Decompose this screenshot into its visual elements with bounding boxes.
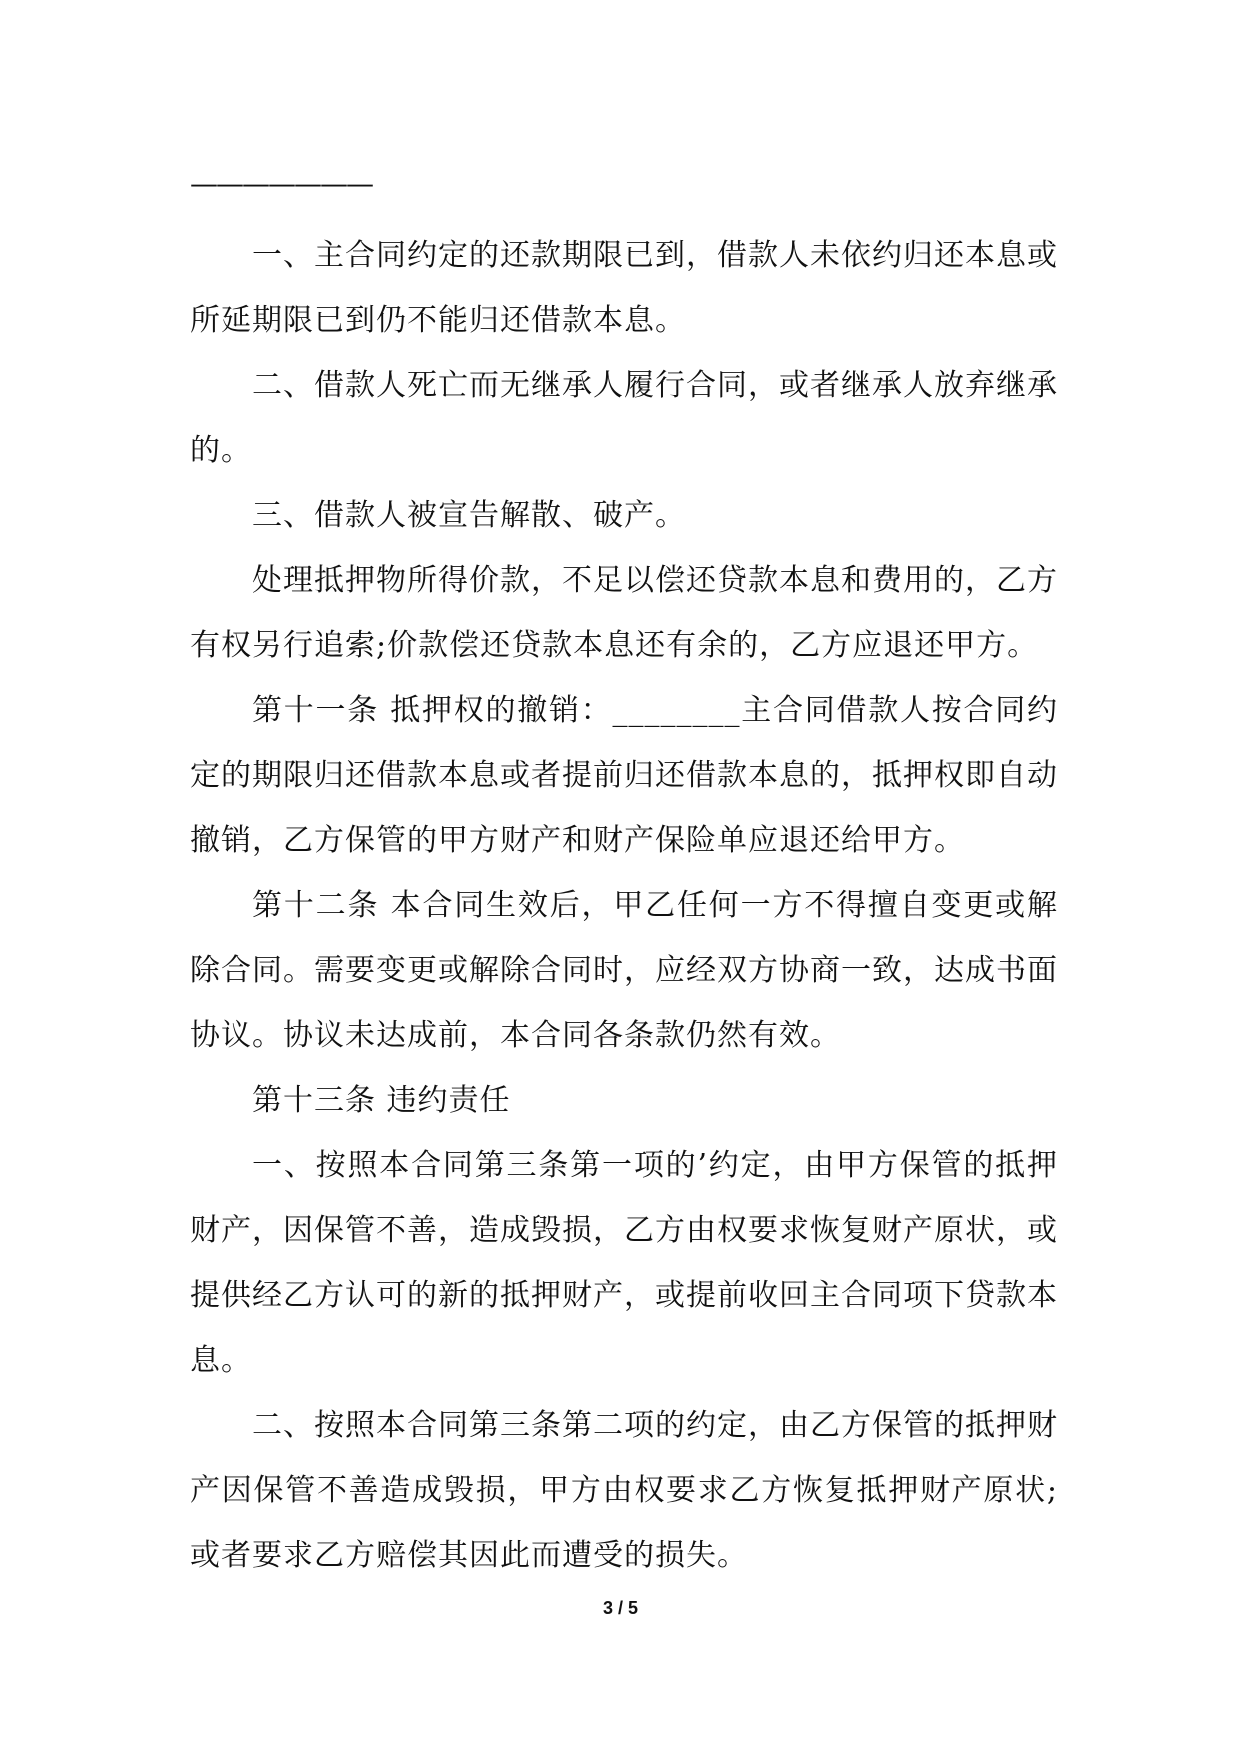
leading-dash-line: ———————	[190, 167, 372, 200]
page-number: 3 / 5	[602, 1598, 639, 1618]
paragraph-article-11: 第十一条 抵押权的撤销：________主合同借款人按合同约定的期限归还借款本息或者提前归还借款本息的，抵押权即自动撤销，乙方保管的甲方财产和财产保险单应退还给甲方。	[190, 693, 1058, 858]
paragraph-liability-1: 一、按照本合同第三条第一项的’约定，由甲方保管的抵押财产，因保管不善，造成毁损，乙方由权要求恢复财产原状，或提供经乙方认可的新的抵押财产，或提前收回主合同项下贷款本息。	[190, 1148, 1058, 1378]
paragraph-article-12: 第十二条 本合同生效后，甲乙任何一方不得擅自变更或解除合同。需要变更或解除合同时，应经双方协商一致，达成书面协议。协议未达成前，本合同各条款仍然有效。	[190, 888, 1058, 1053]
paragraph-article-13-heading: 第十三条 违约责任	[252, 1083, 511, 1118]
paragraph-disposal: 处理抵押物所得价款，不足以偿还贷款本息和费用的，乙方有权另行追索;价款偿还贷款本息还有余的，乙方应退还甲方。	[190, 563, 1058, 663]
paragraph-clause-2: 二、借款人死亡而无继承人履行合同，或者继承人放弃继承的。	[190, 368, 1058, 468]
paragraph-clause-3: 三、借款人被宣告解散、破产。	[252, 498, 686, 533]
document-body	[190, 223, 1058, 1588]
paragraph-clause-1: 一、主合同约定的还款期限已到，借款人未依约归还本息或所延期限已到仍不能归还借款本息。	[190, 238, 1058, 338]
paragraph-liability-2: 二、按照本合同第三条第二项的约定，由乙方保管的抵押财产因保管不善造成毁损，甲方由权要求乙方恢复抵押财产原状;或者要求乙方赔偿其因此而遭受的损失。	[190, 1408, 1058, 1573]
